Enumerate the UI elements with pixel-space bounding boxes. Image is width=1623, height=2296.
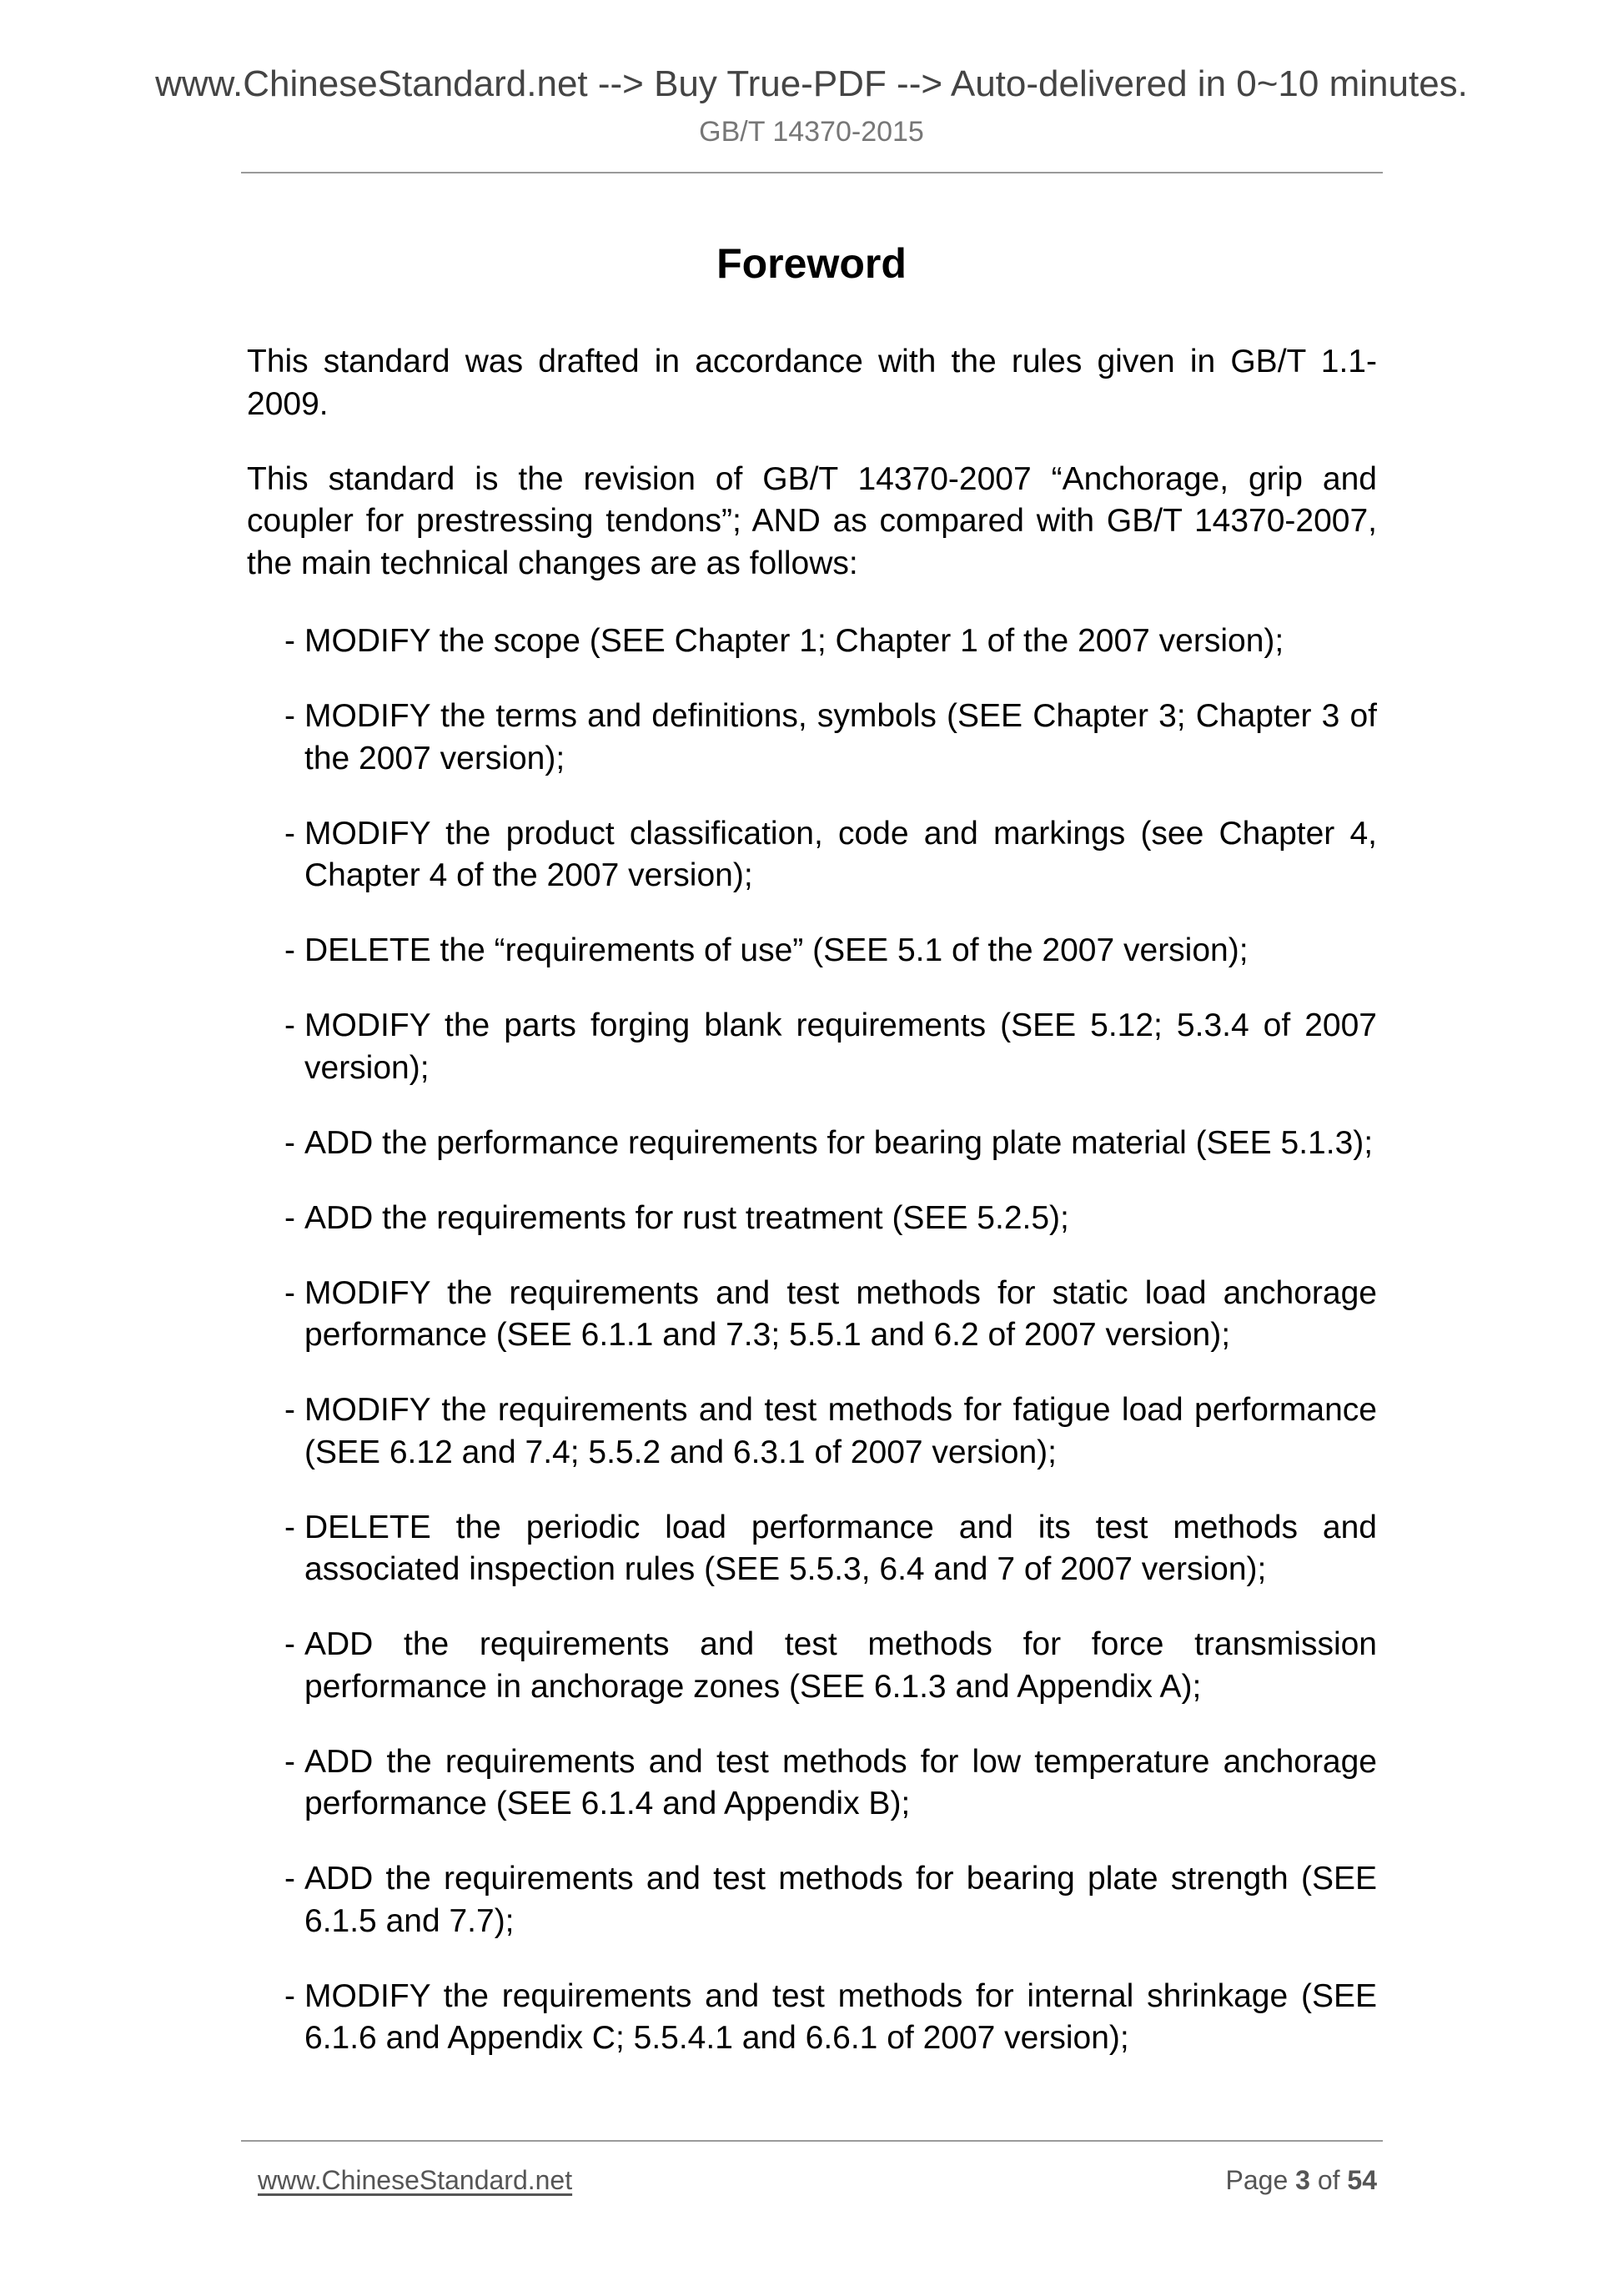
list-item xyxy=(247,1005,1377,1089)
list-dash: - xyxy=(284,815,295,852)
list-item xyxy=(247,813,1377,897)
list-item-text: MODIFY the requirements and test methods for fatigue load performance (SEE 6.12 and 7.4; 5.5.2 and 6.3.1 of 2007 version); xyxy=(304,1392,1377,1470)
standard-code: GB/T 14370-2015 xyxy=(699,116,924,148)
list-dash: - xyxy=(284,1007,295,1043)
list-item xyxy=(247,1741,1377,1826)
footer-divider xyxy=(241,2140,1383,2142)
list-item-text: ADD the requirements and test methods for force transmission performance in anchorage zones (SEE 6.1.3 and Appendix A); xyxy=(304,1626,1377,1705)
list-dash: - xyxy=(284,1124,295,1161)
list-item xyxy=(247,1389,1377,1474)
list-dash: - xyxy=(284,1977,295,2014)
list-item-text: DELETE the “requirements of use” (SEE 5.1 of the 2007 version); xyxy=(304,932,1249,968)
list-item-text: MODIFY the terms and definitions, symbols (SEE Chapter 3; Chapter 3 of the 2007 version); xyxy=(304,698,1377,776)
page-current: 3 xyxy=(1295,2165,1310,2195)
page-of-label: of xyxy=(1317,2165,1340,2195)
document-body xyxy=(247,341,1377,2093)
page-total: 54 xyxy=(1347,2165,1377,2195)
list-item xyxy=(247,1507,1377,1591)
technical-changes-list xyxy=(247,620,1377,2060)
list-dash: - xyxy=(284,1392,295,1428)
list-dash: - xyxy=(284,1509,295,1545)
list-dash: - xyxy=(284,623,295,659)
list-item-text: MODIFY the scope (SEE Chapter 1; Chapter 1 of the 2007 version); xyxy=(304,623,1284,659)
list-item-text: ADD the performance requirements for bearing plate material (SEE 5.1.3); xyxy=(304,1124,1374,1161)
list-item xyxy=(247,1976,1377,2060)
footer-site-link[interactable]: www.ChineseStandard.net xyxy=(258,2165,573,2195)
list-dash: - xyxy=(284,1743,295,1780)
list-dash: - xyxy=(284,932,295,968)
list-item xyxy=(247,620,1377,663)
page-label: Page xyxy=(1225,2165,1289,2195)
page-indicator xyxy=(1226,2167,1377,2193)
list-dash: - xyxy=(284,1626,295,1662)
list-dash: - xyxy=(284,1199,295,1236)
paragraph-drafting-rules: This standard was drafted in accordance with the rules given in GB/T 1.1-2009. xyxy=(247,344,1377,422)
page-title: Foreword xyxy=(716,240,907,287)
list-item xyxy=(247,1123,1377,1165)
list-item xyxy=(247,1198,1377,1240)
header-banner: www.ChineseStandard.net --> Buy True-PDF --> Auto-delivered in 0~10 minutes. xyxy=(155,63,1468,104)
header-divider xyxy=(241,172,1383,173)
list-item-text: MODIFY the product classification, code and markings (see Chapter 4, Chapter 4 of the 2007 version); xyxy=(304,815,1377,893)
list-item-text: ADD the requirements and test methods for low temperature anchorage performance (SEE 6.1.4 and Appendix B); xyxy=(304,1743,1377,1821)
list-dash: - xyxy=(284,1861,295,1897)
list-dash: - xyxy=(284,1274,295,1311)
list-item-text: DELETE the periodic load performance and its test methods and associated inspection rules (SEE 5.5.3, 6.4 and 7 of 2007 version); xyxy=(304,1509,1377,1587)
list-item xyxy=(247,1624,1377,1708)
list-item xyxy=(247,1273,1377,1357)
list-item-text: ADD the requirements for rust treatment (SEE 5.2.5); xyxy=(304,1199,1069,1236)
list-item xyxy=(247,1858,1377,1942)
list-item xyxy=(247,696,1377,780)
list-item-text: ADD the requirements and test methods for bearing plate strength (SEE 6.1.5 and 7.7); xyxy=(304,1861,1377,1939)
list-item-text: MODIFY the parts forging blank requirements (SEE 5.12; 5.3.4 of 2007 version); xyxy=(304,1007,1377,1086)
list-item-text: MODIFY the requirements and test methods for internal shrinkage (SEE 6.1.6 and Appendix C; 5.5.4.1 and 6.6.1 of 2007 version); xyxy=(304,1977,1377,2056)
list-item xyxy=(247,930,1377,972)
list-dash: - xyxy=(284,698,295,734)
paragraph-revision-intro: This standard is the revision of GB/T 14370-2007 “Anchorage, grip and coupler for prestressing tendons”; AND as compared with GB/T 14370-2007, the main technical changes are as follows: xyxy=(247,460,1377,581)
list-item-text: MODIFY the requirements and test methods for static load anchorage performance (SEE 6.1.1 and 7.3; 5.5.1 and 6.2 of 2007 version); xyxy=(304,1274,1377,1353)
